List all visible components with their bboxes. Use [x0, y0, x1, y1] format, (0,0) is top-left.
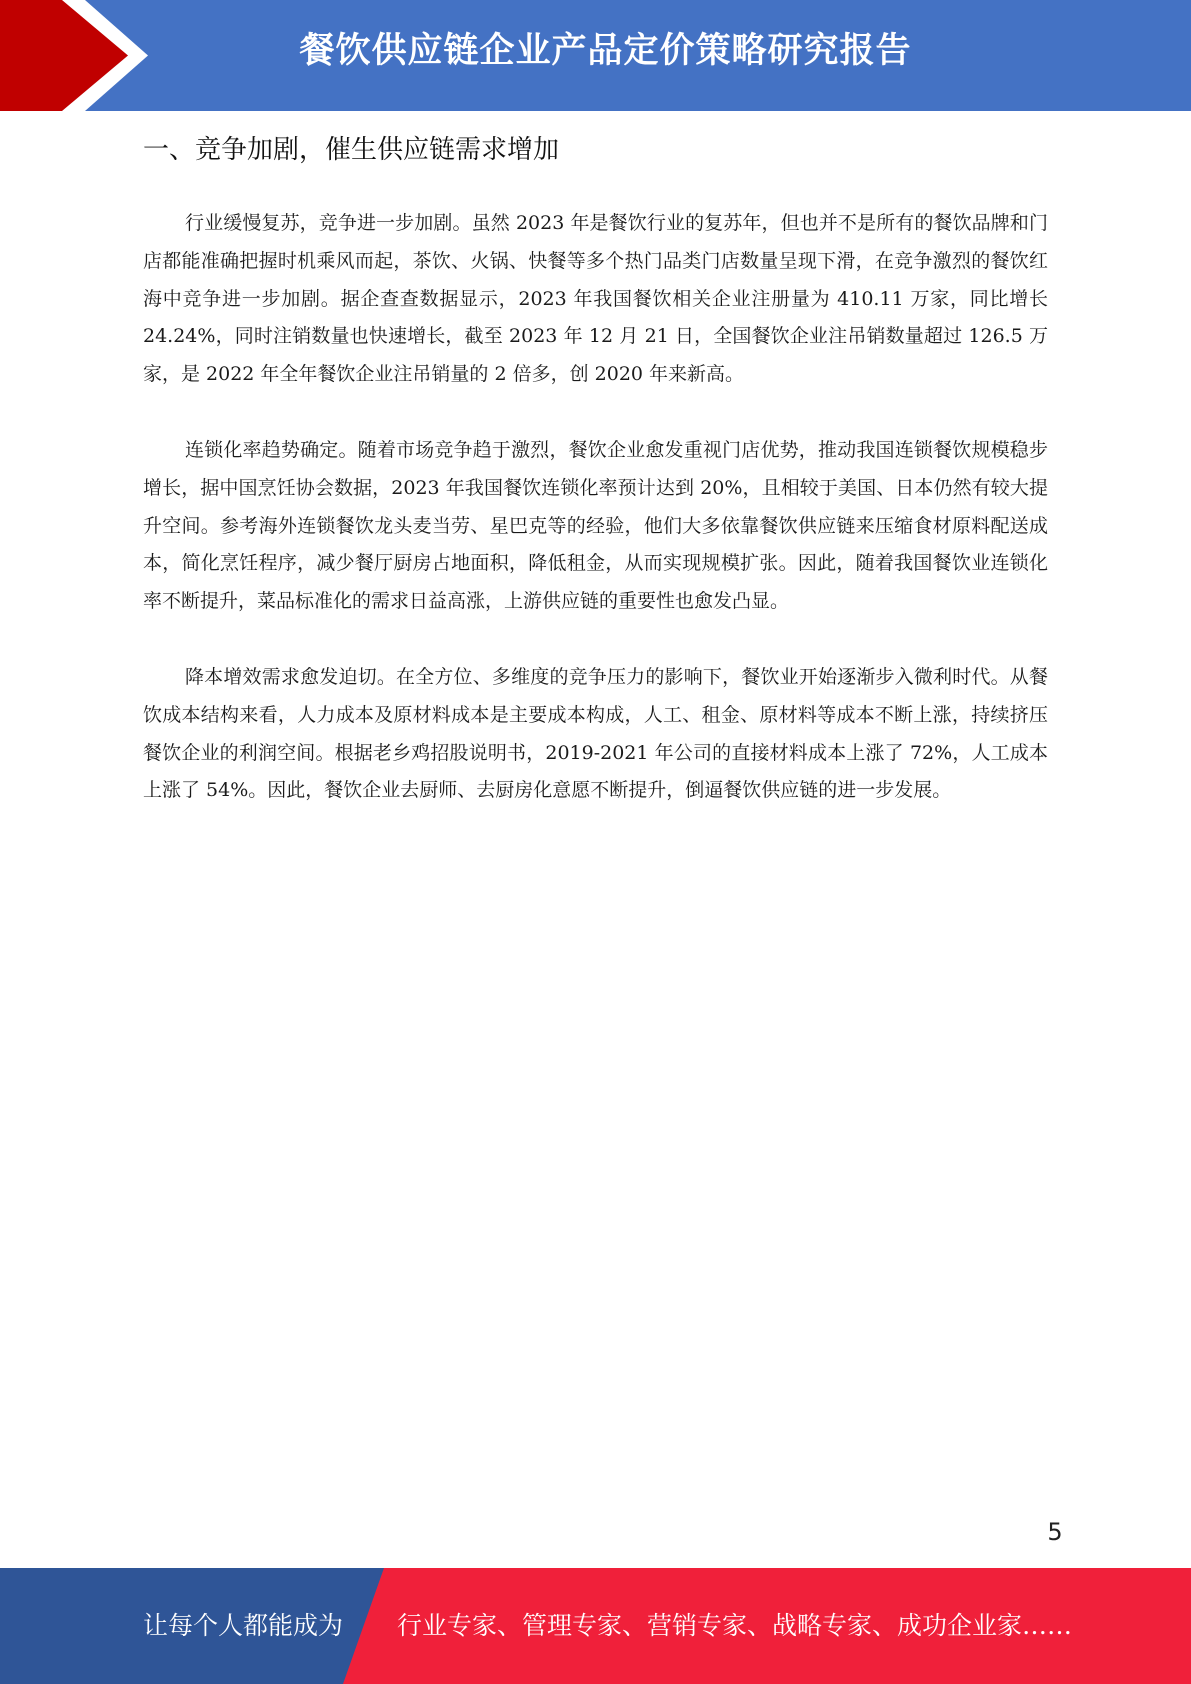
paragraph-3: 降本增效需求愈发迫切。在全方位、多维度的竞争压力的影响下，餐饮业开始逐渐步入微利时代。从餐饮成本结构来看，人力成本及原材料成本是主要成本构成，人工、租金、原材料等成本不断上涨，持续挤压餐饮企业的利润空间。根据老乡鸡招股说明书，2019-2021 年公司的直接材料成本上涨了 72%，人工成本上涨了 54%。因此，餐饮企业去厨师、去厨房化意愿不断提升，倒逼餐饮供应链的进一步发展。	[143, 665, 1048, 802]
paragraph-2: 连锁化率趋势确定。随着市场竞争趋于激烈，餐饮企业愈发重视门店优势，推动我国连锁餐饮规模稳步增长，据中国烹饪协会数据，2023 年我国餐饮连锁化率预计达到 20%，且相较于美国、日本仍然有较大提升空间。参考海外连锁餐饮龙头麦当劳、星巴克等的经验，他们大多依靠餐饮供应链来压缩食材原料配送成本，简化烹饪程序，减少餐厅厨房占地面积，降低租金，从而实现规模扩张。因此，随着我国餐饮业连锁化率不断提升，菜品标准化的需求日益高涨，上游供应链的重要性也愈发凸显。	[143, 438, 1048, 613]
section-heading: 一、竞争加剧，催生供应链需求增加	[143, 135, 560, 165]
footer-slogan-right: 行业专家、管理专家、营销专家、战略专家、成功企业家……	[397, 1611, 1073, 1640]
page-header	[0, 0, 1191, 111]
footer-slogan-left: 让每个人都能成为	[143, 1611, 344, 1640]
paragraph-1: 行业缓慢复苏，竞争进一步加剧。虽然 2023 年是餐饮行业的复苏年，但也并不是所有的餐饮品牌和门店都能准确把握时机乘风而起，茶饮、火锅、快餐等多个热门品类门店数量呈现下滑，在竞争激烈的餐饮红海中竞争进一步加剧。据企查查数据显示，2023 年我国餐饮相关企业注册量为 410.11 万家，同比增长 24.24%，同时注销数量也快速增长，截至 2023 年 12 月 21 日，全国餐饮企业注吊销数量超过 126.5 万家，是 2022 年全年餐饮企业注吊销量的 2 倍多，创 2020 年来新高。	[143, 212, 1048, 386]
page-number: 5	[1047, 1518, 1063, 1546]
page-footer	[0, 1568, 1191, 1684]
report-title: 餐饮供应链企业产品定价策略研究报告	[299, 31, 912, 71]
body-text	[143, 205, 1048, 848]
